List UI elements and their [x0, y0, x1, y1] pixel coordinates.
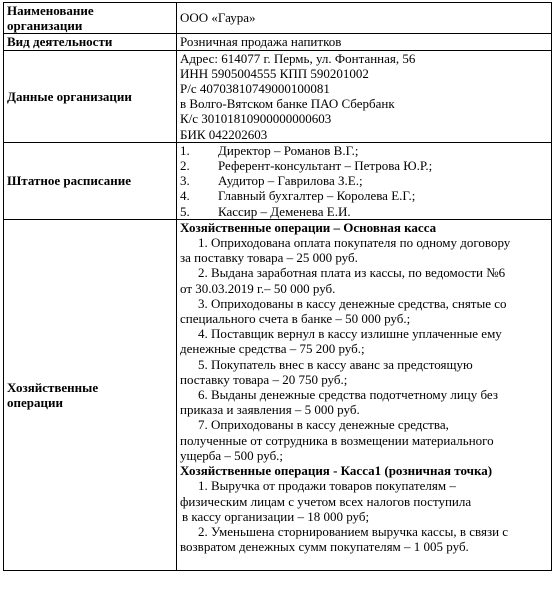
activity-label: Вид деятельности	[4, 34, 177, 50]
operation-item-line: поставку товара – 20 750 руб.;	[180, 371, 348, 387]
staff-item	[180, 158, 548, 173]
operation-item-first-line: 4. Поставщик вернул в кассу излишне уплаченные ему	[198, 326, 502, 342]
operation-item-first-line: 5. Покупатель внес в кассу аванс за предстоящую	[198, 356, 473, 372]
section-title-main-cash: Хозяйственные операции – Основная касса	[180, 219, 437, 235]
staff-item-number: 3.	[180, 173, 190, 189]
row-org-data	[4, 50, 552, 142]
staff-item-text: Аудитор – Гаврилова З.Е.;	[218, 173, 363, 189]
staff-label: Штатное расписание	[4, 142, 177, 219]
staff-item	[180, 173, 548, 188]
staff-item-text: Референт-консультант – Петрова Ю.Р.;	[218, 158, 433, 174]
staff-item-number: 5.	[180, 203, 190, 219]
operation-item-first-line: 1. Оприходована оплата покупателя по одному договору	[198, 235, 511, 251]
operation-item-first-line: 7. Оприходованы в кассу денежные средства,	[198, 417, 449, 433]
org-data-label: Данные организации	[4, 50, 177, 142]
organization-table	[3, 2, 552, 571]
operation-item-line: в кассу организации – 18 000 руб;	[182, 508, 370, 524]
operation-item-first-line: 2. Уменьшена сторнированием выручка кассы, в связи с	[198, 523, 509, 539]
row-operations	[4, 219, 552, 570]
operation-item	[180, 357, 548, 387]
operations-label	[4, 219, 177, 570]
staff-item-text: Кассир – Деменева Е.И.	[218, 203, 351, 219]
org-data-line: ИНН 5905004555 КПП 590201002	[180, 65, 369, 81]
org-data-line: БИК 042202603	[180, 126, 268, 142]
operation-item-line: физическим лицам с учетом всех налогов поступила	[180, 493, 472, 509]
staff-item	[180, 204, 548, 219]
operation-item-line: от 30.03.2019 г.– 50 000 руб.	[180, 280, 336, 296]
operations-label-line-1: Хозяйственные	[7, 379, 99, 395]
org-name-value	[177, 3, 552, 34]
operation-item	[180, 387, 548, 417]
operation-item-line: за поставку товара – 25 000 руб.	[180, 250, 358, 266]
operation-item-first-line: 6. Выданы денежные средства подотчетному лицу без	[198, 387, 498, 403]
operations-value	[177, 219, 552, 570]
operation-item-line: возвратом денежных сумм покупателям – 1 005 руб.	[180, 539, 469, 555]
org-data-line: К/с 30101810900000000603	[180, 111, 332, 127]
org-data-line: Адрес: 614077 г. Пермь, ул. Фонтанная, 56	[180, 50, 416, 66]
operation-item	[180, 326, 548, 356]
org-data-value	[177, 50, 552, 142]
operation-item	[180, 478, 548, 524]
operation-item-first-line: 3. Оприходованы в кассу денежные средства, снятые со	[198, 295, 507, 311]
operation-item	[180, 235, 548, 265]
operation-item-line: ущерба – 500 руб.;	[180, 447, 284, 463]
row-org-name	[4, 3, 552, 34]
org-name-label-line-1: Наименование	[7, 3, 94, 18]
row-staff	[4, 142, 552, 219]
staff-item	[180, 188, 548, 203]
staff-item-text: Директор – Романов В.Г.;	[218, 142, 359, 158]
operation-item-line: полученные от сотрудника в возмещении материального	[180, 432, 494, 448]
activity-value: Розничная продажа напитков	[177, 34, 552, 50]
operation-item-line: денежные средства – 75 200 руб.;	[180, 341, 365, 357]
org-name-label-line-2: организации	[7, 18, 83, 34]
org-name-label	[4, 3, 177, 34]
operation-item	[180, 417, 548, 463]
staff-item-number: 1.	[180, 142, 190, 158]
operation-item	[180, 265, 548, 295]
org-name-text: ООО «Гаура»	[180, 10, 256, 25]
operations-label-line-2: операции	[7, 395, 63, 411]
staff-item	[180, 143, 548, 158]
operation-item-line: специального счета в банке – 50 000 руб.;	[180, 311, 411, 327]
staff-item-text: Главный бухгалтер – Королева Е.Г.;	[218, 188, 416, 204]
row-activity	[4, 34, 552, 50]
org-data-line: Р/с 40703810749000100081	[180, 81, 330, 97]
operation-item	[180, 524, 548, 570]
operation-item-first-line: 1. Выручка от продажи товаров покупателям –	[198, 478, 456, 494]
staff-list	[177, 142, 552, 219]
operation-item-first-line: 2. Выдана заработная плата из кассы, по ведомости №6	[198, 265, 506, 281]
operation-item-line: приказа и заявления – 5 000 руб.	[180, 402, 360, 418]
operation-item	[180, 296, 548, 326]
staff-item-number: 4.	[180, 188, 190, 204]
org-data-line: в Волго-Вятском банке ПАО Сбербанк	[180, 96, 395, 112]
staff-item-number: 2.	[180, 158, 190, 174]
section-title-retail-cash: Хозяйственные операция - Касса1 (розничная точка)	[180, 463, 493, 479]
